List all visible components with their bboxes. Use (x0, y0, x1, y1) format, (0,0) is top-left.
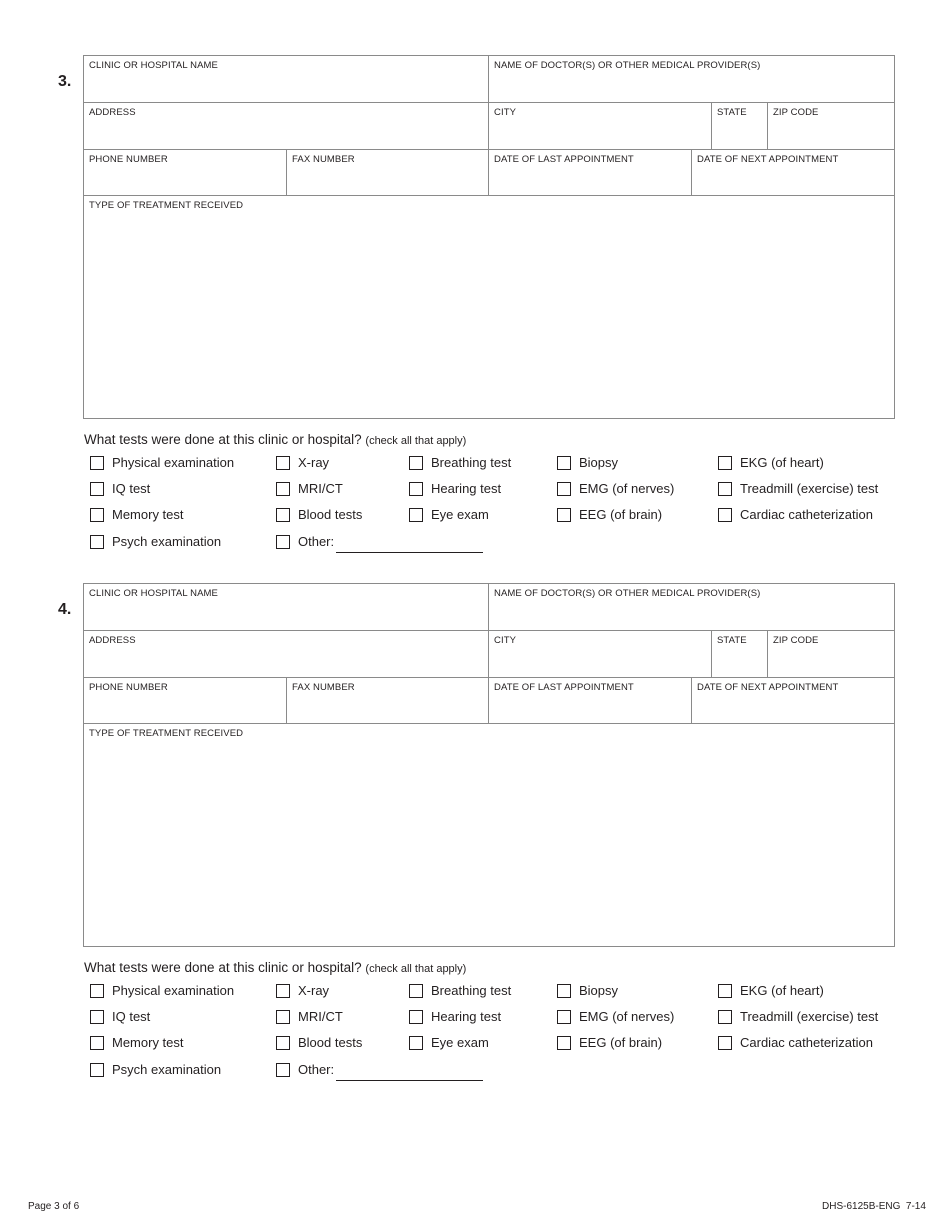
checkbox[interactable] (557, 482, 571, 496)
doctor-name-label: NAME OF DOCTOR(S) OR OTHER MEDICAL PROVIDER(S) (494, 588, 761, 599)
checkbox[interactable] (557, 984, 571, 998)
checkbox[interactable] (276, 508, 290, 522)
test-label: Cardiac catheterization (740, 1035, 873, 1050)
test-label: Biopsy (579, 983, 619, 998)
zip-label: ZIP CODE (773, 107, 819, 118)
provider-info-grid (83, 55, 895, 419)
state-field[interactable] (712, 631, 768, 677)
test-label: X-ray (298, 455, 330, 470)
test-label: Breathing test (431, 455, 512, 470)
checkbox[interactable] (90, 482, 104, 496)
test-label: EMG (of nerves) (579, 1009, 675, 1024)
checkbox[interactable] (90, 1010, 104, 1024)
tests-question (84, 960, 466, 975)
checkbox[interactable] (409, 456, 423, 470)
page-number: Page 3 of 6 (28, 1201, 80, 1212)
checkbox[interactable] (276, 535, 290, 549)
form-id: DHS-6125B-ENG 7-14 (822, 1201, 926, 1212)
test-treadmill[interactable] (718, 481, 878, 496)
other-input-line[interactable] (336, 538, 483, 553)
test-breathing[interactable] (409, 983, 511, 998)
test-label: Memory test (112, 1035, 184, 1050)
city-label: CITY (494, 635, 517, 646)
state-label: STATE (717, 635, 747, 646)
checkbox[interactable] (90, 508, 104, 522)
next-appointment-field[interactable] (692, 678, 894, 723)
test-cardiac-catheterization[interactable] (718, 507, 873, 522)
tests-question-text: What tests were done at this clinic or hospital? (84, 960, 362, 975)
test-label: EEG (of brain) (579, 1035, 663, 1050)
zip-field[interactable] (768, 631, 894, 677)
test-label: Hearing test (431, 1009, 502, 1024)
checkbox[interactable] (409, 482, 423, 496)
last-appointment-label: DATE OF LAST APPOINTMENT (494, 682, 634, 693)
test-label: Cardiac catheterization (740, 507, 873, 522)
test-iq[interactable] (90, 1009, 150, 1024)
test-mri-ct[interactable] (276, 1009, 343, 1024)
test-label: Psych examination (112, 534, 222, 549)
test-biopsy[interactable] (557, 455, 618, 470)
test-hearing[interactable] (409, 1009, 501, 1024)
doctor-name-field[interactable] (489, 584, 894, 630)
zip-field[interactable] (768, 103, 894, 149)
clinic-name-field[interactable] (84, 56, 489, 102)
phone-field[interactable] (84, 678, 287, 723)
checkbox[interactable] (409, 984, 423, 998)
checkbox[interactable] (276, 1063, 290, 1077)
checkbox[interactable] (90, 984, 104, 998)
test-hearing[interactable] (409, 481, 501, 496)
fax-field[interactable] (287, 678, 489, 723)
checkbox[interactable] (90, 456, 104, 470)
checkbox[interactable] (718, 456, 732, 470)
phone-label: PHONE NUMBER (89, 154, 168, 165)
last-appointment-field[interactable] (489, 678, 692, 723)
checkbox[interactable] (718, 984, 732, 998)
fax-label: FAX NUMBER (292, 154, 355, 165)
next-appointment-label: DATE OF NEXT APPOINTMENT (697, 154, 839, 165)
state-field[interactable] (712, 103, 768, 149)
test-psych-examination[interactable] (90, 1062, 221, 1077)
test-label: MRI/CT (298, 481, 343, 496)
clinic-name-label: CLINIC OR HOSPITAL NAME (89, 60, 218, 71)
checkbox[interactable] (409, 1036, 423, 1050)
fax-label: FAX NUMBER (292, 682, 355, 693)
fax-field[interactable] (287, 150, 489, 195)
tests-hint: (check all that apply) (365, 435, 467, 447)
phone-label: PHONE NUMBER (89, 682, 168, 693)
checkbox[interactable] (276, 482, 290, 496)
city-label: CITY (494, 107, 517, 118)
address-field[interactable] (84, 103, 489, 149)
test-treadmill[interactable] (718, 1009, 878, 1024)
test-cardiac-catheterization[interactable] (718, 1035, 873, 1050)
test-other[interactable] (276, 1062, 483, 1077)
test-label: IQ test (112, 1009, 151, 1024)
city-field[interactable] (489, 631, 712, 677)
test-label: Treadmill (exercise) test (740, 481, 879, 496)
test-label: Treadmill (exercise) test (740, 1009, 879, 1024)
test-eye-exam[interactable] (409, 1035, 489, 1050)
address-field[interactable] (84, 631, 489, 677)
test-label: Physical examination (112, 455, 235, 470)
checkbox[interactable] (557, 456, 571, 470)
treatment-field[interactable] (84, 724, 894, 946)
clinic-name-label: CLINIC OR HOSPITAL NAME (89, 588, 218, 599)
test-emg[interactable] (557, 1009, 674, 1024)
test-label: IQ test (112, 481, 151, 496)
test-memory[interactable] (90, 507, 184, 522)
checkbox[interactable] (276, 1036, 290, 1050)
test-label: Memory test (112, 507, 184, 522)
checkbox[interactable] (557, 508, 571, 522)
doctor-name-field[interactable] (489, 56, 894, 102)
checkbox[interactable] (276, 1010, 290, 1024)
test-psych-examination[interactable] (90, 534, 221, 549)
tests-hint: (check all that apply) (365, 963, 467, 975)
checkbox[interactable] (90, 1063, 104, 1077)
state-label: STATE (717, 107, 747, 118)
checkbox[interactable] (557, 1036, 571, 1050)
test-label: EEG (of brain) (579, 507, 663, 522)
clinic-name-field[interactable] (84, 584, 489, 630)
checkbox[interactable] (718, 482, 732, 496)
test-label: Blood tests (298, 507, 363, 522)
checkbox[interactable] (90, 535, 104, 549)
test-label: EMG (of nerves) (579, 481, 675, 496)
last-appointment-label: DATE OF LAST APPOINTMENT (494, 154, 634, 165)
treatment-label: TYPE OF TREATMENT RECEIVED (89, 728, 244, 739)
checkbox[interactable] (90, 1036, 104, 1050)
test-label: Hearing test (431, 481, 502, 496)
test-ekg[interactable] (718, 455, 824, 470)
doctor-name-label: NAME OF DOCTOR(S) OR OTHER MEDICAL PROVIDER(S) (494, 60, 761, 71)
test-label: Breathing test (431, 983, 512, 998)
treatment-field[interactable] (84, 196, 894, 418)
test-label: EKG (of heart) (740, 455, 824, 470)
test-label: Blood tests (298, 1035, 363, 1050)
test-blood[interactable] (276, 1035, 362, 1050)
test-eye-exam[interactable] (409, 507, 489, 522)
test-label: Psych examination (112, 1062, 222, 1077)
test-label: Other: (298, 1062, 335, 1077)
checkbox[interactable] (409, 1010, 423, 1024)
checkbox[interactable] (276, 456, 290, 470)
other-input-line[interactable] (336, 1066, 483, 1081)
phone-field[interactable] (84, 150, 287, 195)
checkbox[interactable] (557, 1010, 571, 1024)
address-label: ADDRESS (89, 635, 136, 646)
test-label: Biopsy (579, 455, 619, 470)
checkbox[interactable] (276, 984, 290, 998)
test-other[interactable] (276, 534, 483, 549)
address-label: ADDRESS (89, 107, 136, 118)
test-mri-ct[interactable] (276, 481, 343, 496)
test-label: Eye exam (431, 1035, 489, 1050)
test-emg[interactable] (557, 481, 674, 496)
provider-info-grid (83, 583, 895, 947)
test-breathing[interactable] (409, 455, 511, 470)
zip-label: ZIP CODE (773, 635, 819, 646)
treatment-label: TYPE OF TREATMENT RECEIVED (89, 200, 244, 211)
test-physical-examination[interactable] (90, 455, 234, 470)
test-iq[interactable] (90, 481, 150, 496)
next-appointment-field[interactable] (692, 150, 894, 195)
test-x-ray[interactable] (276, 455, 329, 470)
test-x-ray[interactable] (276, 983, 329, 998)
test-label: Physical examination (112, 983, 235, 998)
city-field[interactable] (489, 103, 712, 149)
next-appointment-label: DATE OF NEXT APPOINTMENT (697, 682, 839, 693)
checkbox[interactable] (718, 508, 732, 522)
test-label: Other: (298, 534, 335, 549)
test-biopsy[interactable] (557, 983, 618, 998)
test-label: EKG (of heart) (740, 983, 824, 998)
test-label: Eye exam (431, 507, 489, 522)
test-label: X-ray (298, 983, 330, 998)
checkbox[interactable] (718, 1010, 732, 1024)
test-label: MRI/CT (298, 1009, 343, 1024)
checkbox[interactable] (718, 1036, 732, 1050)
last-appointment-field[interactable] (489, 150, 692, 195)
test-physical-examination[interactable] (90, 983, 234, 998)
tests-question-text: What tests were done at this clinic or hospital? (84, 432, 362, 447)
checkbox[interactable] (409, 508, 423, 522)
test-memory[interactable] (90, 1035, 184, 1050)
test-blood[interactable] (276, 507, 362, 522)
test-eeg[interactable] (557, 507, 662, 522)
section-number: 3. (58, 73, 72, 90)
section-number: 4. (58, 601, 72, 618)
test-eeg[interactable] (557, 1035, 662, 1050)
test-ekg[interactable] (718, 983, 824, 998)
tests-question (84, 432, 466, 447)
